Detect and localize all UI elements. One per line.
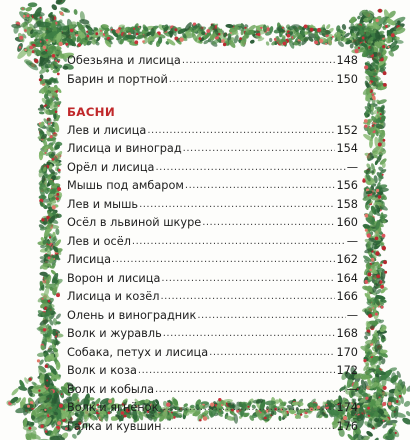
dot-leader bbox=[202, 214, 335, 233]
toc-entry-page: 162 bbox=[336, 253, 358, 266]
toc-entry bbox=[67, 307, 358, 326]
toc-entry-page: 168 bbox=[336, 327, 358, 340]
toc-entry bbox=[67, 381, 358, 400]
toc-entry-page: 174 bbox=[336, 401, 358, 414]
toc-entry bbox=[67, 52, 358, 71]
dot-leader bbox=[155, 381, 346, 400]
dot-leader bbox=[197, 307, 345, 326]
toc-entry-page: 164 bbox=[336, 271, 358, 285]
toc-entry bbox=[67, 325, 358, 344]
dot-leader bbox=[132, 233, 346, 252]
dot-leader bbox=[139, 196, 335, 215]
toc-entry-title: Орёл и лисица bbox=[67, 160, 155, 174]
dot-leader bbox=[163, 418, 336, 437]
toc-entry-page: — bbox=[346, 234, 358, 248]
dot-leader bbox=[209, 344, 335, 363]
toc-entry-title: Лисица bbox=[67, 253, 112, 266]
toc-entry-title: Собака, петух и лисица bbox=[67, 345, 209, 359]
toc-entry-page: 170 bbox=[336, 345, 358, 359]
toc-entry bbox=[67, 233, 358, 252]
toc-entry-title: Лисица и виноград bbox=[67, 142, 182, 155]
toc-entry bbox=[67, 270, 358, 289]
dot-leader bbox=[185, 177, 336, 196]
toc-entry-title: Мышь под амбаром bbox=[67, 179, 184, 192]
toc-entry bbox=[67, 418, 358, 437]
toc-entry-page: 152 bbox=[336, 123, 358, 137]
toc-entry-title: Волк и коза bbox=[67, 364, 137, 377]
dot-leader bbox=[169, 71, 336, 90]
toc-entry-title: Волк и журавль bbox=[67, 327, 162, 340]
toc-entry bbox=[67, 399, 358, 418]
toc-entry-title: Лев и мышь bbox=[67, 197, 139, 211]
toc-entry-page: 172 bbox=[336, 364, 358, 377]
dot-leader bbox=[112, 251, 335, 270]
toc-entry bbox=[67, 362, 358, 381]
toc-entry-page: — bbox=[346, 382, 358, 396]
toc-entry-page: 148 bbox=[336, 54, 358, 67]
toc-entry bbox=[67, 159, 358, 178]
section-heading: БАСНИ bbox=[67, 105, 116, 119]
toc-entry-title: Барин и портной bbox=[67, 72, 168, 86]
dot-leader bbox=[138, 362, 336, 381]
toc-entry bbox=[67, 288, 358, 307]
dot-leader bbox=[147, 122, 335, 141]
toc-entry-page: 156 bbox=[336, 179, 358, 192]
toc-entry-title: Волк и ягнёнок bbox=[67, 401, 159, 414]
toc-entry-page: 166 bbox=[336, 290, 358, 303]
toc-entry-page: 176 bbox=[336, 419, 358, 433]
toc-entry-page: 160 bbox=[336, 216, 358, 229]
toc-entry bbox=[67, 251, 358, 270]
toc-entry-page: — bbox=[346, 308, 358, 322]
toc-entry bbox=[67, 140, 358, 159]
table-of-contents bbox=[67, 52, 358, 436]
toc-entry-title: Галка и кувшин bbox=[67, 419, 162, 433]
toc-entry bbox=[67, 214, 358, 233]
toc-entry-title: Олень и виноградник bbox=[67, 308, 197, 322]
toc-entry-title: Лисица и козёл bbox=[67, 290, 160, 303]
toc-entry-title: Лев и осёл bbox=[67, 234, 131, 248]
toc-entry-title: Волк и кобыла bbox=[67, 382, 154, 396]
dot-leader bbox=[183, 140, 336, 159]
toc-entry-page: 150 bbox=[336, 72, 358, 86]
dot-leader bbox=[182, 52, 336, 71]
toc-entry bbox=[67, 122, 358, 141]
toc-list-top bbox=[67, 52, 358, 89]
toc-entry bbox=[67, 344, 358, 363]
toc-entry bbox=[67, 177, 358, 196]
toc-entry-title: Обезьяна и лисица bbox=[67, 54, 181, 67]
dot-leader bbox=[156, 159, 346, 178]
toc-entry-page: 154 bbox=[336, 142, 358, 155]
toc-entry-title: Осёл в львиной шкуре bbox=[67, 216, 202, 229]
dot-leader bbox=[160, 288, 335, 307]
toc-entry bbox=[67, 71, 358, 90]
toc-entry-title: Ворон и лисица bbox=[67, 271, 161, 285]
dot-leader bbox=[163, 325, 336, 344]
toc-list-fables bbox=[67, 122, 358, 437]
toc-entry bbox=[67, 196, 358, 215]
toc-entry-page: — bbox=[346, 160, 358, 174]
toc-entry-title: Лев и лисица bbox=[67, 123, 147, 137]
toc-entry-page: 158 bbox=[336, 197, 358, 211]
dot-leader bbox=[159, 399, 335, 418]
dot-leader bbox=[161, 270, 335, 289]
